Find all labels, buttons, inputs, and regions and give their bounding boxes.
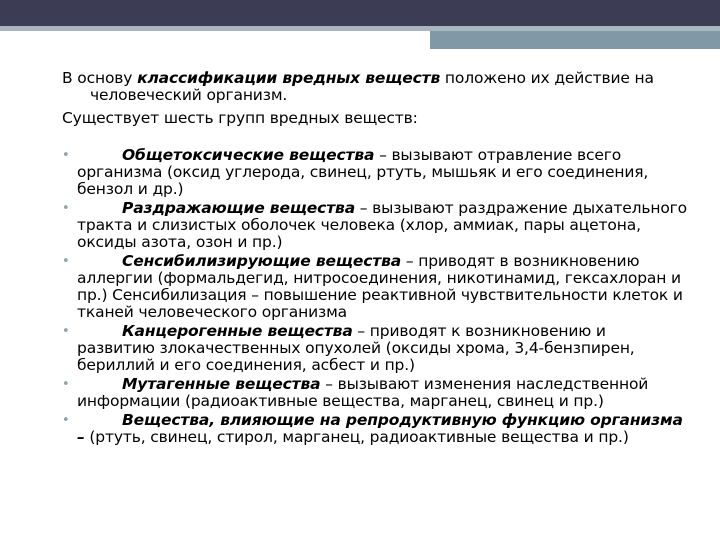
intro-paragraph — [62, 70, 687, 104]
hazard-groups-list — [62, 147, 687, 446]
slide-body — [62, 70, 687, 448]
intro-suffix: положено их действие на человеческий организм. — [90, 69, 654, 104]
item-term: Раздражающие вещества — [122, 199, 356, 217]
intro-emphasis: классификации вредных веществ — [137, 69, 441, 87]
item-text: – вызывают отравление всего организма (оксид углерода, свинец, ртуть, мышьяк и его соединения, бензол и др.) — [77, 146, 649, 198]
bullet-icon: • — [62, 377, 70, 392]
header-bar — [0, 0, 720, 26]
bullet-icon: • — [62, 148, 70, 163]
bullet-icon: • — [62, 201, 70, 216]
groups-sentence: Существует шесть групп вредных веществ: — [62, 109, 418, 127]
list-item — [62, 323, 687, 374]
item-text: – вызывают раздражение дыхательного тракта и слизистых оболочек человека (хлор, аммиак, пары ацетона, оксиды азота, озон и пр.) — [77, 199, 687, 251]
item-text: – приводят к возникновению и развитию злокачественных опухолей (оксиды хрома, 3,4-бензпирен, бериллий и его соединения, асбест и пр.) — [77, 322, 635, 374]
list-item — [62, 376, 687, 410]
list-item — [62, 253, 687, 321]
list-item — [62, 412, 687, 446]
item-text: – вызывают изменения наследственной информации (радиоактивные вещества, марганец, свинец и пр.) — [77, 375, 649, 410]
intro-prefix: В основу — [62, 69, 138, 87]
item-term: Сенсибилизирующие вещества — [122, 252, 402, 270]
bullet-icon: • — [62, 254, 70, 269]
item-term: Мутагенные вещества — [122, 375, 321, 393]
header-accent-block — [430, 31, 720, 49]
list-item — [62, 147, 687, 198]
item-text: (ртуть, свинец, стирол, марганец, радиоактивные вещества и пр.) — [84, 428, 629, 446]
item-text: – приводят в возникновению аллергии (формальдегид, нитросоединения, никотинамид, гексахлоран и пр.) Сенсибилизация – повышение реактивной чувствительности клеток и тканей человеческого организма — [77, 252, 683, 321]
bullet-icon: • — [62, 413, 70, 428]
item-term: Общетоксические вещества — [122, 146, 375, 164]
bullet-icon: • — [62, 324, 70, 339]
list-item — [62, 200, 687, 251]
item-term: Вещества, влияющие на репродуктивную функцию организма – — [77, 411, 683, 446]
item-term: Канцерогенные вещества — [122, 322, 353, 340]
